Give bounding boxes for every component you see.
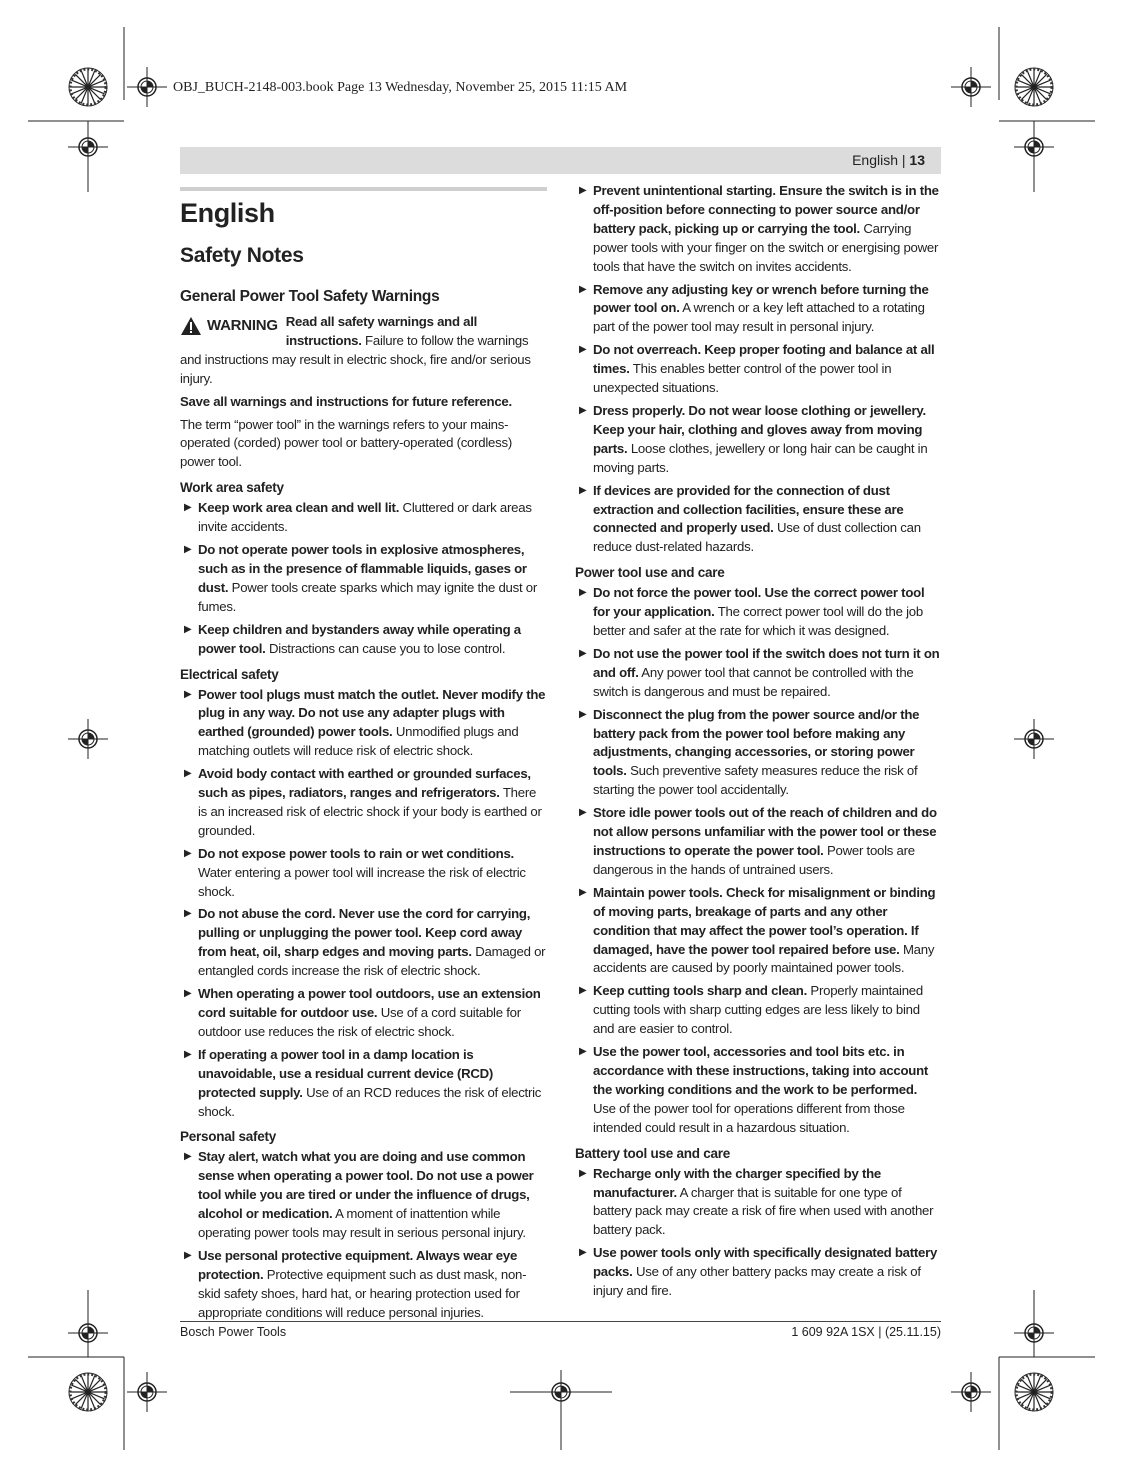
list-item (180, 1247, 547, 1323)
bullet-arrow-icon: ▶ (579, 1167, 587, 1179)
item-body-text: This enables better control of the power tool in unexpected situations. (593, 361, 892, 396)
list-item (180, 621, 547, 659)
item-bold-text: Keep cutting tools sharp and clean. (593, 983, 808, 999)
item-bold-text: Do not overreach. Keep proper footing and balance at all times. (593, 342, 935, 377)
list-item (180, 905, 547, 981)
footer-rule (180, 1321, 941, 1322)
term-note: The term “power tool” in the warnings refers to your mains-operated (corded) power tool or battery-operated (cordless) power tool. (180, 416, 512, 470)
item-body-text: A moment of inattention while operating power tools may result in serious personal injury. (198, 1206, 526, 1241)
electrical-list (180, 686, 547, 1122)
item-bold-text: Keep children and bystanders away while operating a power tool. (198, 621, 521, 656)
warning-badge (180, 316, 278, 336)
item-bold-text: Maintain power tools. Check for misalignment or binding of moving parts, breakage of parts and any other condition that may affect the power tool’s operation. If damaged, have the power tool repaired before use. (593, 884, 936, 957)
list-item (180, 765, 547, 841)
list-item (575, 281, 941, 338)
bullet-arrow-icon: ▶ (184, 1048, 192, 1060)
list-item (575, 982, 941, 1039)
header-band (180, 147, 941, 174)
header-separator: | (901, 152, 906, 168)
list-item (180, 845, 547, 902)
item-body-text: Such preventive safety measures reduce the risk of starting the power tool accidentally. (593, 763, 918, 798)
bullet-arrow-icon: ▶ (184, 988, 192, 1000)
bullet-arrow-icon: ▶ (579, 886, 587, 898)
list-item (575, 804, 941, 880)
item-bold-text: Recharge only with the charger specified by the manufacturer. (593, 1165, 881, 1200)
item-body-text: Water entering a power tool will increase the risk of electric shock. (198, 864, 526, 899)
list-item (180, 686, 547, 762)
item-body-text: Power tools are dangerous in the hands of untrained users. (593, 843, 915, 877)
item-bold-text: Use personal protective equipment. Always wear eye protection. (198, 1247, 518, 1282)
bullet-arrow-icon: ▶ (184, 1249, 192, 1261)
page-title: English (180, 198, 275, 228)
bullet-arrow-icon: ▶ (579, 708, 587, 720)
battery-list (575, 1165, 941, 1301)
left-column (180, 187, 547, 1327)
item-body-text: Any power tool that cannot be controlled with the switch is dangerous and must be repaired. (593, 664, 914, 699)
item-bold-text: If operating a power tool in a damp location is unavoidable, use a residual current device (RCD) protected supply. (198, 1046, 494, 1100)
item-body-text: Use of the power tool for operations different from those intended could result in a hazardous situation. (593, 1100, 905, 1135)
list-item (575, 706, 941, 801)
subsection-title: General Power Tool Safety Warnings (180, 288, 440, 305)
list-item (180, 499, 547, 537)
list-item (575, 402, 941, 478)
item-bold-text: Do not abuse the cord. Never use the cord for carrying, pulling or unplugging the power tool. Keep cord away from heat, oil, sharp edges and moving parts. (198, 906, 531, 960)
item-body-text: Use of an RCD reduces the risk of electric shock. (198, 1084, 542, 1119)
list-item (575, 1244, 941, 1301)
item-body-text: Many accidents are caused by poorly maintained power tools. (593, 941, 935, 976)
item-body-text: Loose clothes, jewellery or long hair can be caught in moving parts. (593, 440, 928, 475)
electrical-heading: Electrical safety (180, 666, 279, 682)
print-info: OBJ_BUCH-2148-003.book Page 13 Wednesday, November 25, 2015 11:15 AM (173, 80, 628, 95)
bullet-arrow-icon: ▶ (184, 847, 192, 859)
warning-bold: Read all safety warnings and all instructions. (285, 314, 478, 348)
warning-block (180, 313, 547, 389)
item-bold-text: Keep work area clean and well lit. (198, 500, 400, 516)
warning-label: WARNING (207, 316, 278, 334)
item-body-text: A wrench or a key left attached to a rotating part of the power tool may result in personal injury. (593, 300, 925, 335)
item-body-text: A charger that is suitable for one type of battery pack may create a risk of fire when used with another battery pack. (593, 1184, 934, 1238)
list-item (575, 1043, 941, 1138)
work-area-heading: Work area safety (180, 480, 284, 496)
page-number: 13 (909, 152, 925, 168)
page-header (852, 152, 925, 168)
item-bold-text: Do not force the power tool. Use the correct power tool for your application. (593, 585, 925, 620)
item-body-text: Properly maintained cutting tools with sharp cutting edges are less likely to bind and are easier to control. (593, 983, 923, 1037)
item-body-text: Use of any other battery packs may create a risk of injury and fire. (593, 1264, 921, 1299)
warning-body: Failure to follow the warnings and instructions may result in electric shock, fire and/or serious injury. (180, 332, 531, 386)
bullet-arrow-icon: ▶ (579, 185, 587, 196)
bullet-arrow-icon: ▶ (184, 544, 192, 556)
item-body-text: Unmodified plugs and matching outlets will reduce risk of electric shock. (198, 724, 519, 759)
section-title: Safety Notes (180, 244, 304, 267)
footer-doc-number: 1 609 92A 1SX | (25.11.15) (791, 1325, 941, 1339)
tool-use-heading: Power tool use and care (575, 565, 725, 581)
bullet-arrow-icon: ▶ (579, 1247, 587, 1259)
bullet-arrow-icon: ▶ (579, 985, 587, 997)
item-body-text: There is an increased risk of electric shock if your body is earthed or grounded. (198, 785, 542, 838)
item-bold-text: Prevent unintentional starting. Ensure the switch is in the off-position before connecting to power source and/or battery pack, picking up or carrying the tool. (593, 183, 939, 236)
list-item (575, 1165, 941, 1241)
item-bold-text: Use power tools only with specifically designated battery packs. (593, 1245, 938, 1280)
list-item (575, 182, 941, 277)
bullet-arrow-icon: ▶ (184, 768, 192, 780)
list-item (180, 985, 547, 1042)
item-bold-text: Disconnect the plug from the power source and/or the battery pack from the power tool before making any adjustments, changing accessories, or storing power tools. (593, 706, 920, 779)
tool-use-list (575, 584, 941, 1137)
item-bold-text: Do not operate power tools in explosive atmospheres, such as in the presence of flammable liquids, gases or dust. (198, 542, 527, 595)
bullet-arrow-icon: ▶ (184, 502, 192, 514)
save-note: Save all warnings and instructions for future reference. (180, 393, 512, 409)
list-item (575, 884, 941, 979)
battery-heading: Battery tool use and care (575, 1145, 731, 1161)
item-body-text: Use of dust collection can reduce dust-related hazards. (593, 520, 921, 555)
personal-list (180, 1148, 547, 1322)
bullet-arrow-icon: ▶ (184, 623, 192, 635)
list-item (180, 1148, 547, 1243)
item-bold-text: Remove any adjusting key or wrench before turning the power tool on. (593, 281, 929, 316)
list-item (180, 541, 547, 617)
list-item (575, 584, 941, 641)
bullet-arrow-icon: ▶ (579, 647, 587, 659)
bullet-arrow-icon: ▶ (579, 344, 587, 356)
item-body-text: Cluttered or dark areas invite accidents. (198, 500, 532, 535)
warning-triangle-icon (180, 316, 202, 336)
right-column (575, 182, 941, 1305)
bullet-arrow-icon: ▶ (579, 807, 587, 819)
item-bold-text: Avoid body contact with earthed or grounded surfaces, such as pipes, radiators, ranges and refrigerators. (198, 766, 531, 801)
personal-cont-list (575, 182, 941, 557)
title-rule (180, 187, 547, 191)
bullet-arrow-icon: ▶ (579, 1046, 587, 1058)
item-body-text: Distractions can cause you to lose control. (265, 640, 506, 656)
item-body-text: Protective equipment such as dust mask, non-skid safety shoes, hard hat, or hearing protection used for appropriate conditions will reduce personal injuries. (198, 1266, 527, 1320)
list-item (575, 645, 941, 702)
footer-brand: Bosch Power Tools (180, 1325, 287, 1339)
list-item (180, 1046, 547, 1122)
item-body-text: Damaged or entangled cords increase the risk of electric shock. (198, 944, 546, 979)
item-bold-text: Power tool plugs must match the outlet. Never modify the plug in any way. Do not use any adapter plugs with earthed (grounded) power tools. (198, 686, 546, 740)
item-body-text: Use of a cord suitable for outdoor use reduces the risk of electric shock. (198, 1005, 521, 1039)
item-body-text: The correct power tool will do the job better and safer at the rate for which it was designed. (593, 604, 923, 639)
bullet-arrow-icon: ▶ (184, 1151, 192, 1163)
list-item (575, 482, 941, 558)
item-bold-text: Dress properly. Do not wear loose clothing or jewellery. Keep your hair, clothing and gloves away from moving parts. (593, 402, 926, 456)
work-area-list (180, 499, 547, 658)
bullet-arrow-icon: ▶ (184, 908, 192, 920)
bullet-arrow-icon: ▶ (579, 484, 587, 496)
item-bold-text: Use the power tool, accessories and tool bits etc. in accordance with these instructions, taking into account the working conditions and the work to be performed. (593, 1044, 929, 1097)
item-bold-text: Do not use the power tool if the switch does not turn it on and off. (593, 645, 940, 680)
bullet-arrow-icon: ▶ (579, 587, 587, 599)
item-bold-text: Store idle power tools out of the reach of children and do not allow persons unfamiliar with the power tool or these instructions to operate the power tool. (593, 805, 937, 858)
bullet-arrow-icon: ▶ (579, 404, 587, 416)
item-body-text: Carrying power tools with your finger on the switch or energising power tools that have the switch on invites accidents. (593, 220, 939, 274)
item-bold-text: Stay alert, watch what you are doing and use common sense when operating a power tool. Do not use a power tool while you are tired or under the influence of drugs, alcohol or medication. (198, 1149, 534, 1222)
header-language: English (852, 152, 898, 168)
bullet-arrow-icon: ▶ (184, 688, 192, 700)
bullet-arrow-icon: ▶ (579, 283, 587, 295)
item-bold-text: Do not expose power tools to rain or wet conditions. (198, 845, 514, 861)
item-body-text: Power tools create sparks which may ignite the dust or fumes. (198, 579, 538, 614)
list-item (575, 341, 941, 398)
item-bold-text: When operating a power tool outdoors, use an extension cord suitable for outdoor use. (198, 986, 541, 1020)
personal-heading: Personal safety (180, 1129, 277, 1145)
item-bold-text: If devices are provided for the connection of dust extraction and collection facilities, ensure these are connected and properly used. (593, 482, 904, 536)
